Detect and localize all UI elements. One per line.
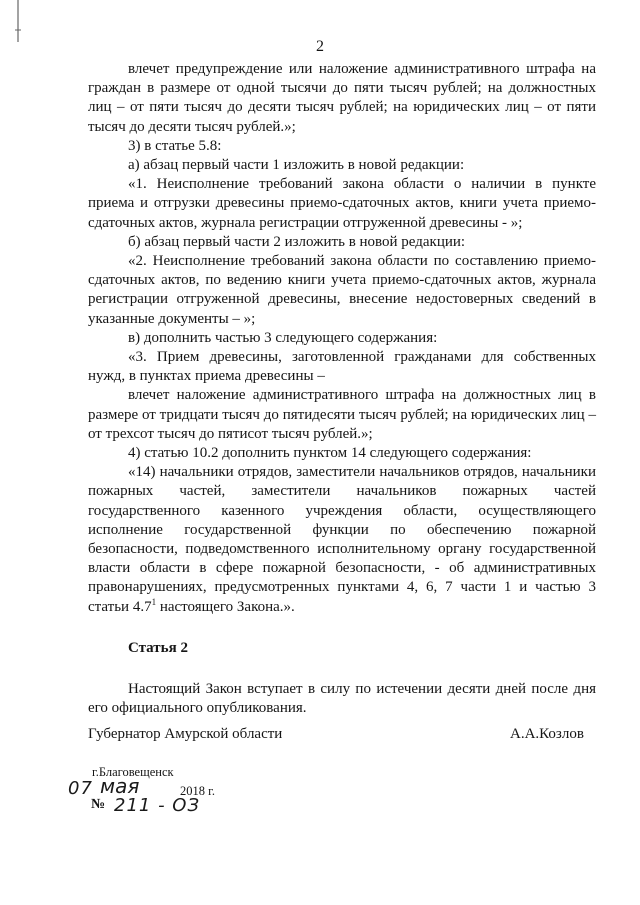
paragraph-8: «3. Прием древесины, заготовленной гражданами для собственных нужд, в пунктах приема древесины – <box>88 349 596 385</box>
paragraph-4: «1. Неисполнение требований закона области о наличии в пункте приема и отгрузки древесины приемо-сдаточных актов, книги учета приемо-сдаточных актов, журнала регистрации отгруженной древесины - »; <box>88 176 596 231</box>
article-heading: Статья 2 <box>128 639 188 656</box>
document-body <box>88 60 596 719</box>
number-sign: № <box>91 797 106 812</box>
handwritten-law-number: 211 - ОЗ <box>114 795 201 816</box>
superscript: 1 <box>151 596 157 607</box>
paragraph-11-tail: настоящего Закона.». <box>156 598 295 615</box>
paragraph-6: «2. Неисполнение требований закона области по составлению приемо-сдаточных актов, по ведению книги учета приемо-сдаточных актов, журнала регистрации отгруженной древесины, внесение недостоверных сведений в указанные документы – »; <box>88 253 596 327</box>
handwritten-day: 07 <box>68 778 93 799</box>
paragraph-11 <box>88 463 596 617</box>
handwritten-month: мая <box>100 774 140 798</box>
city-label: г.Благовещенск <box>92 765 174 779</box>
page-number: 2 <box>316 38 324 55</box>
paragraph-9: влечет наложение административного штрафа на должностных лиц в размере от тридцати тысяч до пятидесяти тысяч рублей; на юридических лиц – от трехсот тысяч до пятисот тысяч рублей.»; <box>88 387 596 442</box>
signature-title: Губернатор Амурской области <box>88 726 283 742</box>
paragraph-1: влечет предупреждение или наложение административного штрафа на граждан в размере от одной тысячи до пяти тысяч рублей; на должностных лиц – от пяти тысяч до десяти тысяч рублей; на юридических лиц – от пяти тысяч до десяти тысяч рублей.»; <box>88 61 596 135</box>
article-text: Настоящий Закон вступает в силу по истечении десяти дней после дня его официального опубликования. <box>88 681 596 717</box>
paragraph-7: в) дополнить частью 3 следующего содержания: <box>128 329 438 346</box>
paragraph-11-text: «14) начальники отрядов, заместители начальников отрядов, начальники пожарных частей, заместители начальников пожарных частей государственного казенного учреждения области, осуществляющего исполнение государственной функции по обеспечению пожарной безопасности, подведомственного исполнительному органу государственной власти области в сфере пожарной безопасности, - об административных правонарушениях, предусмотренных пунктами 4, 6, 7 части 1 и частью 3 статьи 4.7 <box>88 464 596 615</box>
paragraph-10: 4) статью 10.2 дополнить пунктом 14 следующего содержания: <box>128 445 532 462</box>
date-year: 2018 г. <box>180 784 215 798</box>
paragraph-5: б) абзац первый части 2 изложить в новой редакции: <box>128 233 466 250</box>
paragraph-3: а) абзац первый части 1 изложить в новой редакции: <box>128 157 465 174</box>
paragraph-2: 3) в статье 5.8: <box>128 137 222 154</box>
signature-name: А.А.Козлов <box>510 726 584 742</box>
